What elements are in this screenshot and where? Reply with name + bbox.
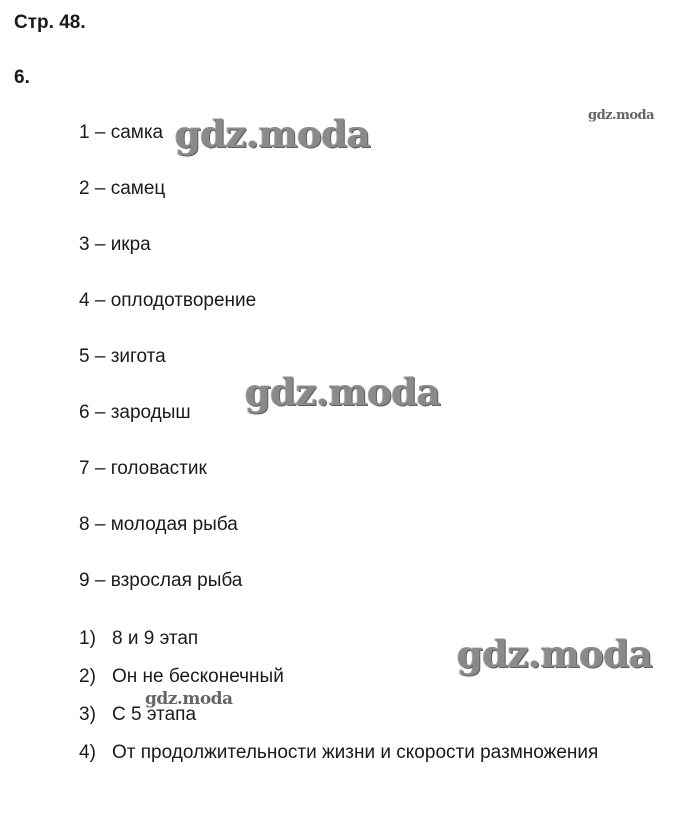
answer-text: 8 и 9 этап [112,628,199,649]
stage-item-1: 1 – самка [79,122,164,143]
stage-item-7: 7 – головастик [79,458,207,479]
stage-list [79,118,256,622]
answer-text: От продолжительности жизни и скорости размножения [112,742,599,763]
answer-item-2 [79,662,598,700]
answer-number: 3) [79,704,96,725]
watermark-top: gdz.moda [175,112,371,156]
stage-item-2: 2 – самец [79,178,166,199]
stage-item-9: 9 – взрослая рыба [79,570,243,591]
stage-item-4: 4 – оплодотворение [79,290,257,311]
page-title: Стр. 48. [14,12,86,33]
stage-item-3: 3 – икра [79,234,151,255]
stage-item-6: 6 – зародыш [79,402,191,423]
answer-text: Он не бесконечный [112,666,284,687]
answer-number: 1) [79,628,96,649]
watermark-top-right: gdz.moda [588,108,655,123]
stage-item-5: 5 – зигота [79,346,166,367]
answer-number: 4) [79,742,96,763]
answer-text: С 5 этапа [112,704,197,725]
task-number: 6. [14,67,30,88]
watermark-bottom-right: gdz.moda [457,632,653,676]
answer-item-3 [79,700,598,738]
stage-item-8: 8 – молодая рыба [79,514,238,535]
answer-item-4 [79,738,598,776]
answer-number: 2) [79,666,96,687]
answers-list [79,624,598,776]
answer-item-1 [79,624,598,662]
watermark-middle: gdz.moda [245,370,441,414]
watermark-bottom-small: gdz.moda [145,689,233,709]
